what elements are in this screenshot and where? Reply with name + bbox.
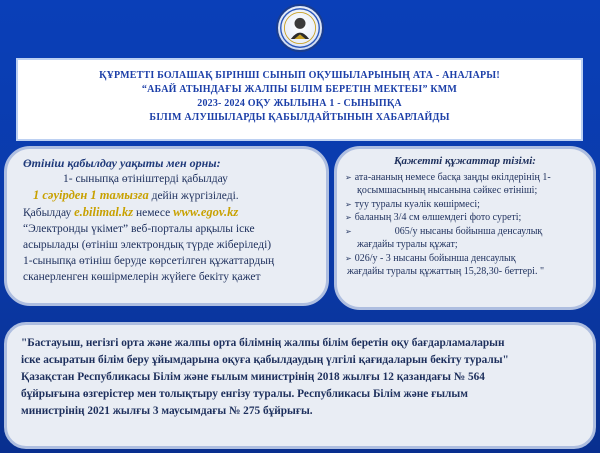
required-documents-title: Қажетті құжаттар тізімі: xyxy=(394,155,536,167)
header-greeting: ҚҰРМЕТТІ БОЛАШАҚ БІРІНШІ СЫНЫП ОҚУШЫЛАРЫНЫҢ АТА - АНАЛАРЫ! xyxy=(99,70,500,81)
school-emblem-icon xyxy=(276,4,324,52)
header-admission-notice: БІЛІМ АЛУШЫЛАРДЫ ҚАБЫЛДАЙТЫНЫН ХАБАРЛАЙДЫ xyxy=(149,112,450,123)
arrow-bullet-icon: ➢ xyxy=(345,199,352,209)
arrow-bullet-icon: ➢ xyxy=(345,226,352,236)
required-documents-panel xyxy=(334,146,596,310)
application-dates-suffix: дейін жүргізіледі. xyxy=(148,190,239,202)
legal-basis-panel xyxy=(4,322,596,449)
application-info-title: Өтініш қабылдау уақыты мен орны: xyxy=(23,156,221,170)
document-item: ➢ ата-ананың немесе басқа заңды өкілдерінің 1- xyxy=(345,171,551,183)
legal-basis-line: іске асыратын білім беру ұйымдарына оқуға қабылдаудың үлгілі қағидаларын бекіту туралы" xyxy=(21,354,509,366)
bilimal-link[interactable]: e.bilimal.kz xyxy=(74,205,134,219)
document-item-continued: қосымшасының нысанына сәйкес өтініші; xyxy=(357,185,538,196)
legal-basis-line: Қазақстан Республикасы Білім және ғылым министрінің 2018 жылғы 12 қазандағы № 564 xyxy=(21,371,485,383)
application-info-line: 1- сыныпқа өтініштерді қабылдау xyxy=(63,173,228,185)
document-item: ➢ 065/у нысаны бойынша денсаулық xyxy=(345,225,543,237)
document-item: ➢ баланың 3/4 см өлшемдегі фото суреті; xyxy=(345,212,522,223)
arrow-bullet-icon: ➢ xyxy=(345,253,352,263)
application-info-line: 1-сыныпқа өтініш беруде көрсетілген құжаттардың xyxy=(23,255,275,267)
application-period xyxy=(23,187,316,204)
legal-basis-line: министрінің 2021 жылғы 3 маусымдағы № 275 бұйрығы. xyxy=(21,405,313,417)
document-item-continued: жағдайы туралы құжат; xyxy=(357,239,458,250)
egov-link[interactable]: www.egov.kz xyxy=(173,205,239,219)
header-academic-year: 2023- 2024 ОҚУ ЖЫЛЫНА 1 - СЫНЫПҚА xyxy=(197,98,402,109)
application-portals xyxy=(23,204,316,221)
arrow-bullet-icon: ➢ xyxy=(345,172,352,182)
portal-prefix: Қабылдау xyxy=(23,207,75,219)
header-school-name: “АБАЙ АТЫНДАҒЫ ЖАЛПЫ БІЛІМ БЕРЕТІН МЕКТЕБІ” КММ xyxy=(141,84,458,95)
legal-basis-line: "Бастауыш, негізгі орта және жалпы орта білімнің жалпы білім беретін оқу бағдарламаларын xyxy=(21,337,505,349)
application-info-line: “Электронды үкімет” веб-порталы арқылы іске xyxy=(23,223,255,235)
application-info-line: асырылады (өтініш электрондық түрде жіберіледі) xyxy=(23,239,272,251)
document-item: ➢ туу туралы куәлік көшірмесі; xyxy=(345,198,480,210)
application-info-line: сканерленген көшірмелерін жүйеге бекіту қажет xyxy=(23,271,261,283)
document-item: ➢ 026/у - 3 нысаны бойынша денсаулық xyxy=(345,252,516,264)
announcement-header xyxy=(16,58,583,141)
application-info-panel xyxy=(4,146,329,306)
portal-mid: немесе xyxy=(133,207,174,219)
legal-basis-line: бұйрығына өзгерістер мен толықтыру енгізу туралы. Республикасы Білім және ғылым xyxy=(21,388,468,400)
document-item-continued: жағдайы туралы құжаттың 15,28,30- беттері. " xyxy=(347,266,545,277)
arrow-bullet-icon: ➢ xyxy=(345,213,352,222)
application-dates: 1 сәуірден 1 тамызға xyxy=(33,188,149,202)
